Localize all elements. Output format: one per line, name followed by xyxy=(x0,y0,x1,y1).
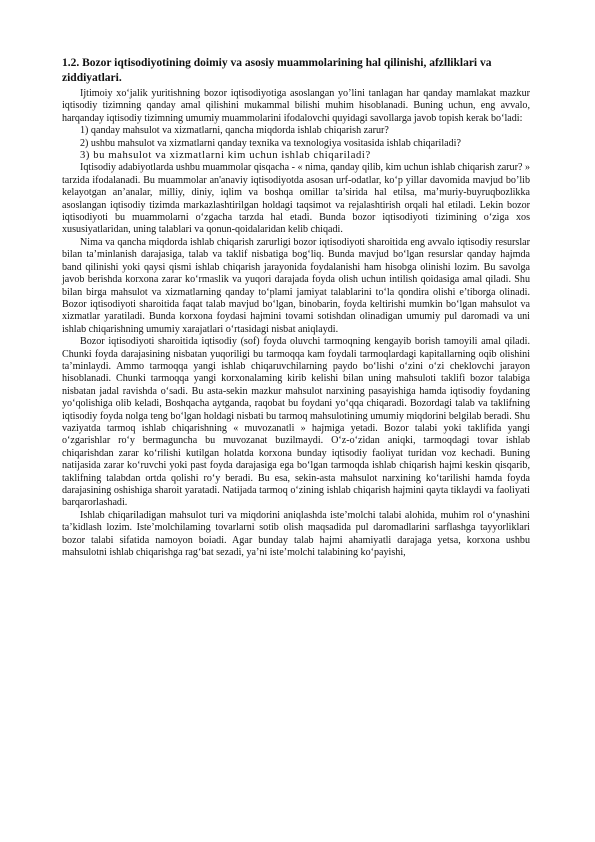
document-page xyxy=(62,0,530,559)
paragraph-consumer-demand: Ishlab chiqariladigan mahsulot turi va miqdorini aniqlashda iste’molchi talabi alohida, muhim rol o‘ynashini ta’kidlash lozim. Iste’molchilaming tovarlarni sotib olish maqsadida pul daromadlarini sarflashga tayyorliklari bozor talabi sifatida namoyon boiadi. Agar bunday talab hajmi ahamiyatli darajaga yetsa, korxona ushbu mahsulotni ishlab chiqarishga rag‘bat sezadi, ya’ni iste’molchi talabining ko‘payishi, xyxy=(62,509,530,559)
paragraph-approaches: Iqtisodiy adabiyotlarda ushbu muammolar qisqacha - « nima, qanday qilib, kim uchun ishlab chiqarish zarur? » tarzida ifodalanadi. Bu muammolar an'anaviy iqtisodiyotda asosan urf-odatlar, ko‘p yillar davomida mavjud bo’lib kelayotgan an’analar, milliy, diniy, iqlim va boshqa omillar ta’sirida hal etilsa, ma’muriy-buyruqbozlikka asoslangan iqtisodiy tizimda markazlashtirilgan holdagi taqsimot va rejalashtirish orqali hal etiladi. Lekin bozor iqtisodiyoti bu muammolarni o‘zgacha tarzda hal etadi. Bunda bozor iqtisodiyoti tizimining o‘ziga xos xususiyatlaridan, uning talablari va qonun-qoidalaridan kelib chiqadi. xyxy=(62,162,530,236)
question-1: 1) qanday mahsulot va xizmatlarni, qancha miqdorda ishlab chiqarish zarur? xyxy=(80,125,389,137)
section-heading: 1.2. Bozor iqtisodiyotining doimiy va asosiy muammolarining hal qilinishi, afzlliklari va ziddiyatlari. xyxy=(62,57,492,84)
paragraph-what-to-produce: Nima va qancha miqdorda ishlab chiqarish zarurligi bozor iqtisodiyoti sharoitida eng avvalo iqtisodiy resurslar bilan ta’minlanish darajasiga, talab va taklif nisbatiga bog‘liq. Bunda mavjud bo‘lgan resurslar qanday hajmda band qilinishi yoki qaysi qismi ishlab chiqarish jarayonida foydalanishi ham hisobga olinishi lozim. Bu savolga javob berishda korxona zarar ko‘rmaslik va yuqori darajada foyda olish uchun intilish qoidasiga amal qiladi. Shu bilan birga mahsulot va xizmatlarning qanday to‘plami jamiyat talablarini to‘la qondira olishi e’tiborga olinadi. Bozor iqtisodiyoti sharoitida faqat talab mavjud bo‘lgan, binobarin, foyda keltirishi mumkin bo‘lgan mahsulot va xizmatlar yaratiladi. Bunda korxona foydasi hajmini tovami sotishdan olinadigan umumiy pul daromadi va uni ishlab chiqarishning umumiy xarajatlari o‘rtasidagi nisbat aniqlaydi. xyxy=(62,236,530,335)
section-body xyxy=(62,88,530,559)
question-2: 2) ushbu mahsulot va xizmatlarni qanday texnika va texnologiya vositasida ishlab chiqariladi? xyxy=(80,137,461,149)
question-3: 3) bu mahsulot va xizmatlarni kim uchun ishlab chiqariladi? xyxy=(80,150,371,162)
paragraph-intro: Ijtimoiy xo‘jalik yuritishning bozor iqtisodiyotiga asoslangan yo’lini tanlagan har qanday mamlakat mazkur iqtisodiy tizimning qanday amal qilishini mukammal bilishi muhim hisoblanadi. Buning uchun, eng avvalo, harqanday iqtisodiy tizimning umumiy muammolarini ifodalovchi quyidagi savollarga javob topish kerak bo‘ladi: xyxy=(62,88,530,124)
paragraph-profit-principle: Bozor iqtisodiyoti sharoitida iqtisodiy (sof) foyda oluvchi tarmoqning kengayib borish tamoyili amal qiladi. Chunki foyda darajasining nisbatan yuqoriligi bu tarmoqqa kam foydali tarmoqlardagi kapitallarning oqib olishini ta’minlaydi. Ammo tarmoqqa yangi ishlab chiqaruvchilarning paydo bo‘lishi o‘zini o‘zi cheklovchi jarayon hisoblanadi. Chunki tarmoqqa yangi korxonalaming kirib kelishi bilan uning mahsuloti taklifi bozor talabiga nisbatan jadal ravishda o‘sadi. Bu asta-sekin mazkur mahsulot narxining pasayishiga hamda iqtisodiy foydaning yo‘qolishiga olib keladi, Boshqacha aytganda, raqobat bu foydani yo‘qqa chiqaradi. Bozordagi talab va taklifning iqtisodiy foyda nolga teng bo‘lgan holdagi nisbati bu tarmoq mahsulotining umumiy miqdorini belgilab beradi. Shu vaziyatda tarmoq ishlab chiqarishning « muvozanatli » hajmiga yetadi. Bozor talabi yoki taklifida yangi o‘zgarishlar ro‘y bermaguncha bu muvozanat buzilmaydi. O‘z-o‘zidan aniqki, tarmoqdagi tovar ishlab chiqarishdan zarar ko‘rilishi kutilgan holatda korxona bunday iqtisodiy faoliyat turidan voz kechadi. Buning natijasida zarar ko‘ruvchi yoki past foyda darajasiga ega bo‘lgan tarmoqda ishlab chiqarish hajmi keskin qisqarib, taklifning talabdan ortda qolishi ro‘y beradi. Bu esa, sekin-asta mahsulot narxining ko‘tarilishi hamda foyda darajasining oshishiga sharoit yaratadi. Natijada tarmoq o‘zining ishlab chiqarish hajmini qayta tiklaydi va faoliyati barqarorlashadi. xyxy=(62,336,530,509)
